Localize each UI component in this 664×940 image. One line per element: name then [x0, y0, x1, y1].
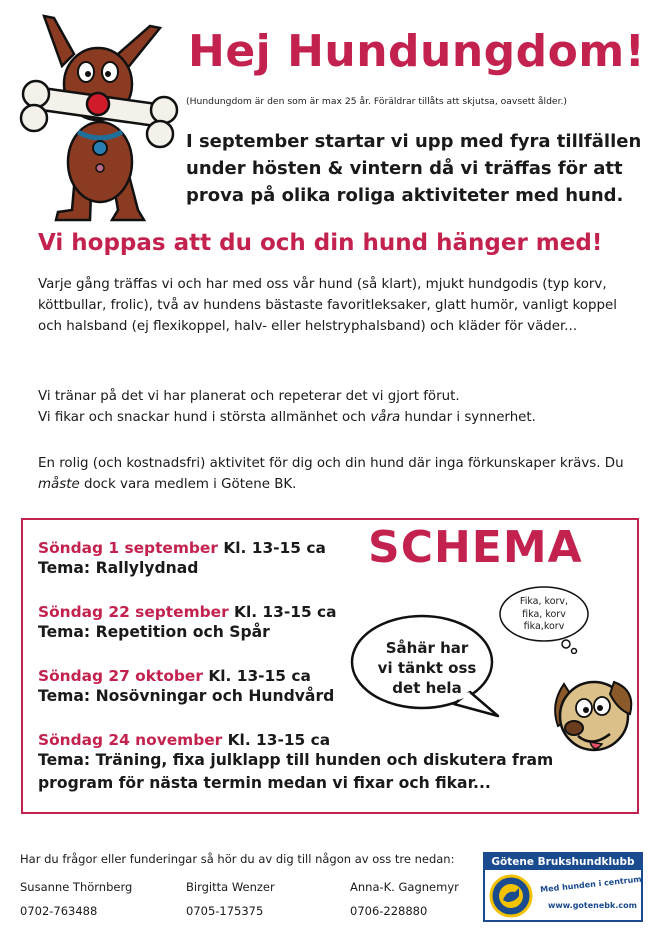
- contact-phone: 0702-763488: [20, 904, 98, 918]
- text-span: dock vara medlem i Götene BK.: [79, 477, 297, 492]
- schedule-event: [38, 538, 628, 580]
- event-theme: Tema: Nosövningar och Hundvård: [38, 687, 335, 705]
- schedule-event: [38, 666, 628, 708]
- emphasis-text: våra: [370, 410, 401, 425]
- thought-line: Fika, korv,: [519, 596, 569, 607]
- speech-bubble-text: [362, 638, 492, 698]
- cartoon-dog-with-bone-icon: [14, 14, 186, 226]
- club-emblem-icon: [489, 874, 533, 918]
- contact-name: Birgitta Wenzer: [186, 880, 275, 894]
- contact-name: Anna-K. Gagnemyr: [350, 880, 459, 894]
- schedule-title: SCHEMA: [368, 522, 583, 573]
- event-time: Kl. 13-15 ca: [202, 667, 311, 685]
- emphasis-text: måste: [38, 477, 80, 492]
- body-paragraph-2: [38, 386, 638, 428]
- text-span: En rolig (och kostnadsfri) aktivitet för dig och din hund där inga förkunskaper krävs. Du: [38, 456, 624, 471]
- event-date: Söndag 22 september: [38, 603, 229, 621]
- body-paragraph-1: Varje gång träffas vi och har med oss vår hund (så klart), mjukt hundgodis (typ korv, köttbullar, frolic), två av hundens bästaste favoritleksaker, glatt humör, vanligt koppel och halsband (ej flexikoppel, halv- eller helstryphalsband) och kläder för väder...: [38, 277, 617, 334]
- event-theme: Tema: Träning, fixa julklapp till hunden och diskutera fram program för nästa termin medan vi fixar och fikar...: [38, 751, 554, 792]
- contact-phone: 0706-228880: [350, 904, 428, 918]
- club-logo-tagline: Med hunden i centrum: [539, 874, 643, 895]
- event-time: Kl. 13-15 ca: [222, 731, 331, 749]
- schedule-event: [38, 730, 628, 795]
- cartoon-dog-icon: [544, 664, 638, 764]
- event-theme: Tema: Repetition och Spår: [38, 623, 270, 641]
- headline: Vi hoppas att du och din hund hänger med!: [38, 230, 603, 256]
- event-time: Kl. 13-15 ca: [217, 539, 326, 557]
- body-paragraph-2-line-2: [38, 407, 638, 428]
- thought-bubble-text: [504, 596, 584, 634]
- club-logo-name: Götene Brukshundklubb: [485, 854, 641, 870]
- thought-line: fika, korv: [522, 608, 566, 620]
- event-theme: Tema: Rallylydnad: [38, 559, 199, 577]
- intro-text: I september startar vi upp med fyra tillfällen under hösten & vintern då vi träffas för att prova på olika roliga aktiviteter med hund.: [186, 131, 642, 206]
- body-paragraph-3: [38, 453, 638, 495]
- event-time: Kl. 13-15 ca: [228, 603, 337, 621]
- event-date: Söndag 27 oktober: [38, 667, 203, 685]
- footer-question: Har du frågor eller funderingar så hör du av dig till någon av oss tre nedan:: [20, 852, 455, 866]
- club-logo-url: www.gotenebk.com: [548, 901, 637, 910]
- page-title: Hej Hundungdom!: [188, 26, 646, 77]
- text-span: Vi fikar och snackar hund i största allmänhet och: [38, 410, 371, 425]
- event-date: Söndag 1 september: [38, 539, 218, 557]
- contact-phone: 0705-175375: [186, 904, 264, 918]
- contact-name: Susanne Thörnberg: [20, 880, 133, 894]
- body-paragraph-2-line-1: Vi tränar på det vi har planerat och repeterar det vi gjort förut.: [38, 389, 460, 404]
- thought-line: fika,korv: [523, 621, 565, 632]
- text-span: hundar i synnerhet.: [400, 410, 536, 425]
- speech-line: vi tänkt oss: [377, 659, 477, 677]
- page-subtitle: (Hundungdom är den som är max 25 år. Föräldrar tillåts att skjutsa, oavsett ålder.): [186, 96, 568, 107]
- event-date: Söndag 24 november: [38, 731, 223, 749]
- speech-line: det hela: [392, 679, 462, 697]
- speech-line: Såhär har: [385, 639, 469, 657]
